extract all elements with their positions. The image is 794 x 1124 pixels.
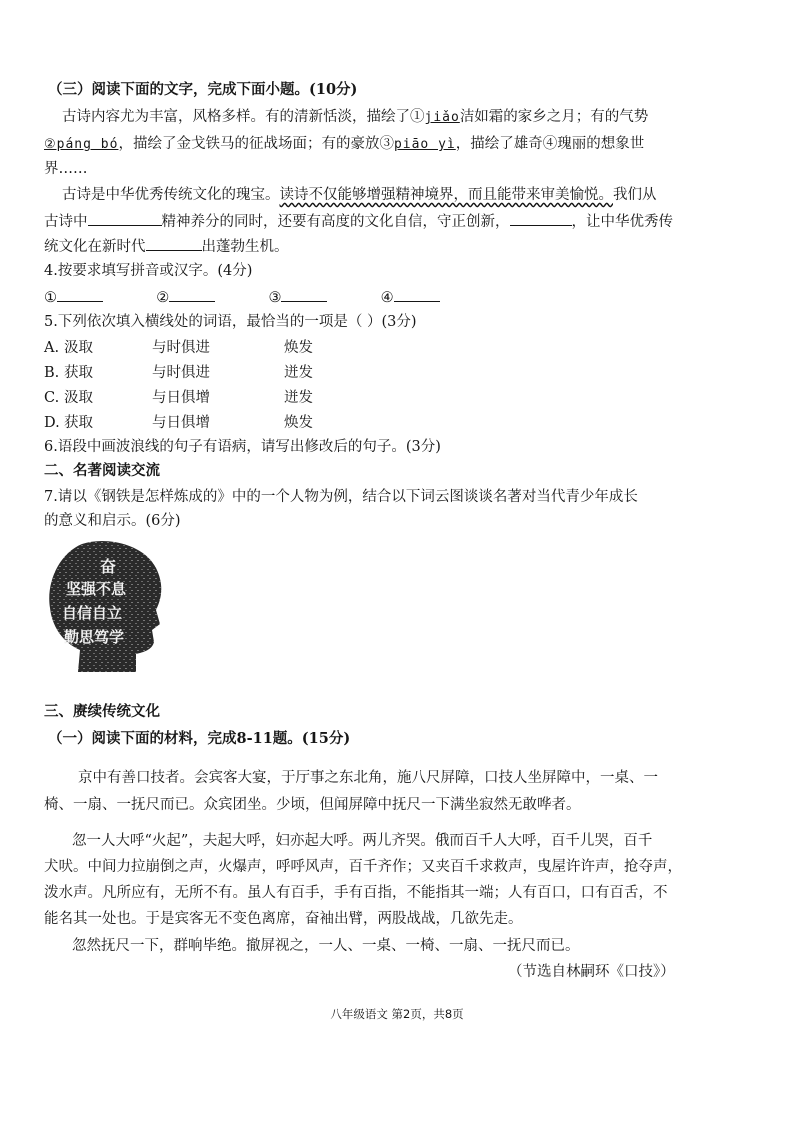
fill-blank-3[interactable] bbox=[146, 236, 202, 251]
answer-mark-4: ④ bbox=[380, 290, 394, 306]
passage-text: 古诗是中华优秀传统文化的瑰宝。 bbox=[62, 187, 280, 203]
wavy-sentence: 读诗不仅能够增强精神境界，而且能带来审美愉悦。 bbox=[279, 187, 613, 203]
pinyin-2: ②páng bó bbox=[44, 137, 119, 152]
classical-para-2-line-3: 泼水声。凡所应有，无所不有。虽人有百手，手有百指，不能指其一端；人有百口，口有百舌，不 bbox=[44, 885, 668, 901]
option-letter: A. bbox=[44, 340, 60, 356]
passage-text: 精神养分的同时，还要有高度的文化自信，守正创新， bbox=[161, 214, 510, 230]
passage-line-5 bbox=[44, 211, 673, 232]
passage-text: 洁如霜的家乡之月；有的气势 bbox=[459, 109, 649, 125]
section-3-1-heading: （三）阅读下面的文字，完成下面小题。(10分) bbox=[48, 81, 358, 98]
passage-text: ，让中华优秀传 bbox=[571, 214, 673, 230]
cloud-word-4: 勤思笃学 bbox=[64, 628, 125, 646]
option-word-3: 焕发 bbox=[284, 415, 313, 431]
classical-para-1-line-2: 椅、一扇、一抚尺而已。众宾团坐。少顷，但闻屏障中抚尺一下满坐寂然无敢哗者。 bbox=[44, 797, 581, 813]
option-letter: C. bbox=[44, 390, 60, 406]
pinyin-3: piāo yì bbox=[393, 137, 456, 152]
passage-text: 古诗内容尤为丰富，风格多样。有的清新恬淡，描绘了① bbox=[62, 109, 425, 125]
cloud-word-2: 坚强不息 bbox=[66, 580, 127, 598]
passage-line-4 bbox=[62, 185, 657, 205]
section-3-sub-1-heading: （一）阅读下面的材料，完成8-11题。(15分) bbox=[48, 730, 351, 747]
section-3-heading: 三、赓续传统文化 bbox=[44, 703, 160, 720]
classical-para-2-line-1: 忽一人大呼“火起”，夫起大呼，妇亦起大呼。两儿齐哭。俄而百千人大呼，百千儿哭，百千 bbox=[72, 833, 653, 849]
fill-blank-1[interactable] bbox=[88, 211, 162, 226]
passage-line-1 bbox=[62, 107, 648, 128]
word-cloud-head-image bbox=[44, 538, 170, 678]
passage-text: 统文化在新时代 bbox=[44, 239, 146, 255]
classical-para-3: 忽然抚尺一下，群响毕绝。撤屏视之，一人、一桌、一椅、一扇、一抚尺而已。 bbox=[72, 938, 580, 954]
option-word-2: 与时俱进 bbox=[152, 340, 210, 356]
option-word-3: 迸发 bbox=[284, 390, 313, 406]
classical-para-1-line-1: 京中有善口技者。会宾客大宴，于厅事之东北角，施八尺屏障，口技人坐屏障中，一桌、一 bbox=[78, 770, 658, 786]
question-6-label: 6.语段中画波浪线的句子有语病，请写出修改后的句子。(3分) bbox=[44, 439, 441, 455]
answer-mark-1: ① bbox=[44, 290, 57, 306]
option-word-2: 与日俱增 bbox=[152, 415, 210, 431]
option-letter: B. bbox=[44, 365, 60, 381]
section-2-heading: 二、名著阅读交流 bbox=[44, 462, 160, 479]
option-word-1: 获取 bbox=[64, 365, 93, 381]
option-word-3: 迸发 bbox=[284, 365, 313, 381]
answer-blank-1[interactable] bbox=[57, 287, 103, 302]
option-word-3: 焕发 bbox=[284, 340, 313, 356]
cloud-word-1: 奋 bbox=[100, 557, 117, 576]
answer-mark-3: ③ bbox=[268, 290, 282, 306]
option-word-2: 与时俱进 bbox=[152, 365, 210, 381]
passage-line-3: 界…… bbox=[44, 161, 88, 177]
option-letter: D. bbox=[44, 415, 60, 431]
passage-text: ，描绘了金戈铁马的征战场面；有的豪放③ bbox=[118, 136, 394, 152]
passage-text: 出蓬勃生机。 bbox=[201, 239, 289, 255]
question-4-answers bbox=[44, 287, 440, 308]
source-citation: （节选自林嗣环《口技》） bbox=[508, 964, 675, 980]
option-word-2: 与日俱增 bbox=[152, 390, 210, 406]
cloud-word-3: 自信自立 bbox=[62, 604, 123, 622]
answer-blank-3[interactable] bbox=[281, 287, 327, 302]
classical-para-2-line-4: 能名其一处也。于是宾客无不变色离席，奋袖出臂，两股战战，几欲先走。 bbox=[44, 911, 523, 927]
passage-text: 我们从 bbox=[613, 187, 657, 203]
question-4-label: 4.按要求填写拼音或汉字。(4分) bbox=[44, 263, 253, 279]
passage-text: 古诗中 bbox=[44, 214, 88, 230]
page-footer: 八年级语文 第2页，共8页 bbox=[330, 1007, 464, 1021]
option-word-1: 汲取 bbox=[64, 390, 93, 406]
option-word-1: 获取 bbox=[64, 415, 93, 431]
question-7-line-2: 的意义和启示。(6分) bbox=[44, 513, 181, 529]
passage-text: ，描绘了雄奇④瑰丽的想象世 bbox=[455, 136, 645, 152]
passage-line-6 bbox=[44, 236, 289, 257]
option-word-1: 汲取 bbox=[64, 340, 93, 356]
answer-blank-4[interactable] bbox=[394, 287, 440, 302]
question-5-label: 5.下列依次填入横线处的词语，最恰当的一项是（ ）(3分) bbox=[44, 314, 417, 330]
pinyin-1: jiǎo bbox=[424, 110, 460, 125]
fill-blank-2[interactable] bbox=[510, 211, 572, 226]
classical-para-2-line-2: 犬吠。中间力拉崩倒之声，火爆声，呼呼风声，百千齐作；又夹百千求救声，曳屋许许声，抢夺声， bbox=[44, 859, 682, 875]
answer-mark-2: ② bbox=[156, 290, 170, 306]
answer-blank-2[interactable] bbox=[169, 287, 215, 302]
question-7-line-1: 7.请以《钢铁是怎样炼成的》中的一个人物为例，结合以下词云图谈谈名著对当代青少年成长 bbox=[44, 489, 638, 505]
passage-line-2 bbox=[44, 134, 644, 155]
